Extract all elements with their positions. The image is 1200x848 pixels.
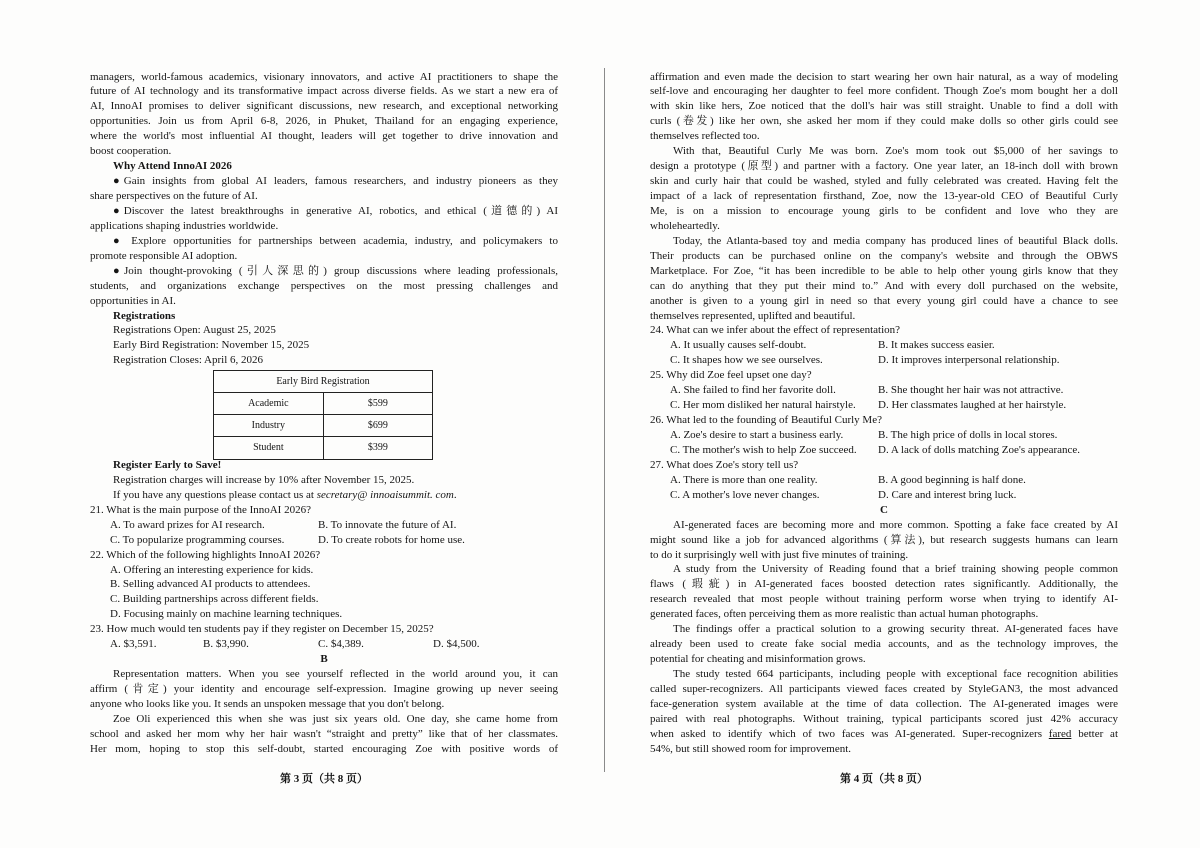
question-stem: 23. How much would ten students pay if they register on December 15, 2025? bbox=[90, 623, 434, 636]
answer-option: B. A good beginning is half done. bbox=[878, 473, 1026, 486]
registration-type: Industry bbox=[214, 414, 324, 436]
passage-line: Marketplace. For Zoe, “it has been incredible to be able to help other young girls know that they bbox=[650, 264, 1118, 277]
passage-line: flaws (瑕疵) in AI-generated faces boosted detection rates significantly. Additionally, the bbox=[650, 578, 1118, 591]
answer-option: D. Her classmates laughed at her hairstyle. bbox=[878, 399, 1067, 412]
option-row bbox=[650, 383, 1118, 398]
registration-price: $399 bbox=[323, 436, 432, 459]
underlined-word: fared bbox=[1048, 727, 1072, 740]
table-caption: Early Bird Registration bbox=[214, 370, 433, 392]
registrations-heading: Registrations bbox=[113, 309, 176, 322]
page-4-column bbox=[650, 70, 1118, 757]
registration-price: $599 bbox=[323, 392, 432, 414]
answer-option: B. To innovate the future of AI. bbox=[318, 518, 457, 531]
table-row bbox=[214, 436, 433, 459]
option-row bbox=[90, 563, 558, 578]
answer-option: A. To award prizes for AI research. bbox=[110, 518, 265, 531]
bullet-line: opportunities in AI. bbox=[90, 294, 176, 307]
passage-line: The study tested 664 participants, including people with exceptional face recognition abilities bbox=[673, 668, 1118, 680]
bullet-line: promote responsible AI adoption. bbox=[90, 249, 238, 262]
passage-line: generated faces, often perceiving them as more realistic than actual human photographs. bbox=[650, 608, 1039, 621]
option-row bbox=[650, 338, 1118, 353]
passage-line: 54%, but still showed room for improvement. bbox=[650, 742, 852, 755]
passage-line: Today, the Atlanta-based toy and media company has produced lines of beautiful Black dolls. bbox=[673, 234, 1118, 247]
answer-option: B. $3,990. bbox=[203, 638, 249, 651]
passage-line: another is given to a young girl in need so that every young girl could have a chance to see bbox=[650, 294, 1118, 307]
passage-line: potential for cheating and misinformation grows. bbox=[650, 653, 866, 666]
passage-line: wholeheartedly. bbox=[650, 219, 720, 232]
passage-line: school and asked her mom why her hair wasn't “straight and pretty” like that of her classmates. bbox=[90, 727, 558, 740]
intro-line: AI, InnoAI promises to deliver significant discussions, new research, and exceptional networking bbox=[90, 100, 558, 113]
option-row bbox=[90, 533, 558, 548]
passage-line: A study from the University of Reading found that a brief training showing people common bbox=[673, 563, 1118, 576]
answer-option: C. Building partnerships across different fields. bbox=[110, 593, 319, 606]
option-row bbox=[90, 577, 558, 592]
passage-line: impact of a lack of representation firsthand, Zoe, now the 13-year-old CEO of Beautiful Curly bbox=[650, 190, 1118, 202]
passage-line: themselves represented, uplifted and beautiful. bbox=[650, 309, 856, 322]
question-stem: 27. What does Zoe's story tell us? bbox=[650, 458, 799, 471]
page-3-column bbox=[90, 70, 558, 757]
answer-option: C. A mother's love never changes. bbox=[670, 488, 820, 501]
passage-line: self-love and encouraging her daughter to feel more confident. Though Zoe's mom bought her a doll bbox=[650, 85, 1118, 98]
intro-line: boost cooperation. bbox=[90, 145, 172, 158]
registration-price: $699 bbox=[323, 414, 432, 436]
table-row bbox=[214, 414, 433, 436]
intro-line: managers, world-famous academics, visionary innovators, and active AI practitioners to shape the bbox=[90, 70, 558, 83]
passage-line: Me, is on a mission to encourage young girls to be confident and love who they are bbox=[650, 204, 1118, 217]
answer-option: C. $4,389. bbox=[318, 638, 364, 651]
option-row bbox=[90, 607, 558, 622]
passage-line: The findings offer a practical solution to a growing security threat. AI-generated faces have bbox=[673, 623, 1118, 636]
bullet-line: students, and organizations exchange perspectives on the most pressing challenges and bbox=[90, 279, 558, 292]
bullet-line: ● Explore opportunities for partnerships between academia, industry, and policymakers to bbox=[113, 234, 558, 247]
passage-line: Their products can be purchased online on the company's website and through the OBWS bbox=[650, 249, 1118, 262]
answer-option: D. A lack of dolls matching Zoe's appearance. bbox=[878, 443, 1081, 456]
answer-option: B. It makes success easier. bbox=[878, 339, 995, 352]
passage-text: when asked to identify which of two faces was AI-generated. Super-recognizers bbox=[650, 727, 1049, 740]
question-stem: 21. What is the main purpose of the InnoAI 2026? bbox=[90, 503, 311, 516]
answer-option: A. There is more than one reality. bbox=[670, 473, 818, 486]
contact-end: . bbox=[453, 488, 457, 501]
answer-option: D. Care and interest bring luck. bbox=[878, 488, 1017, 501]
passage-line: affirm (肯定) your identity and encourage self-expression. Imagine growing up never seeing bbox=[90, 683, 558, 695]
passage-line: Her mom, hoping to stop this self-doubt, started encouraging Zoe with positive words of bbox=[90, 742, 558, 755]
passage-line: already been used to create fake social media accounts, and as the technology improves, the bbox=[650, 638, 1118, 651]
bullet-line: ●Discover the latest breakthroughs in generative AI, robotics, and ethical (道德的) AI bbox=[113, 204, 558, 217]
passage-text: better at bbox=[1071, 727, 1118, 740]
answer-option: D. It improves interpersonal relationship. bbox=[878, 354, 1060, 367]
early-bird-price-table bbox=[213, 370, 433, 460]
answer-option: C. To popularize programming courses. bbox=[110, 533, 285, 546]
contact-email: secretary@ innoaisummit. com bbox=[316, 488, 454, 501]
answer-option: C. It shapes how we see ourselves. bbox=[670, 354, 823, 367]
registration-open-date: Registrations Open: August 25, 2025 bbox=[113, 324, 276, 337]
intro-line: where the world's most influential AI thought, leaders will get together to drive innovation and bbox=[90, 130, 558, 143]
answer-option: D. $4,500. bbox=[433, 638, 480, 651]
answer-option: A. Offering an interesting experience for kids. bbox=[110, 563, 314, 576]
passage-line: skin and curly hair that could be washed, styled and fully celebrated was created. Having felt the bbox=[650, 175, 1118, 188]
passage-line bbox=[650, 727, 1118, 742]
register-early-heading: Register Early to Save! bbox=[113, 458, 222, 471]
intro-line: future of AI technology and its transformative impact across diverse fields. As we start a new era of bbox=[90, 85, 558, 98]
answer-option: A. It usually causes self-doubt. bbox=[670, 339, 807, 352]
passage-line: AI-generated faces are becoming more and more common. Spotting a fake face created by AI bbox=[673, 518, 1118, 531]
passage-line: anyone who looks like you. It sends an unspoken message that you don't belong. bbox=[90, 697, 445, 710]
passage-line: Representation matters. When you see yourself reflected in the world around you, it can bbox=[113, 668, 558, 681]
option-row bbox=[90, 637, 558, 652]
passage-line: can do anything that they put their mind to.” And with every doll purchased on the website, bbox=[650, 279, 1118, 292]
answer-option: B. The high price of dolls in local stores. bbox=[878, 429, 1058, 441]
bullet-line: applications shaping industries worldwide. bbox=[90, 219, 279, 232]
answer-option: B. Selling advanced AI products to attendees. bbox=[110, 578, 311, 591]
page-number-footer: 第 3 页（共 8 页） bbox=[280, 772, 368, 785]
option-row bbox=[650, 488, 1118, 503]
passage-line: to do it surprisingly well with just five minutes of training. bbox=[650, 548, 909, 561]
bullet-line: ●Join thought-provoking (引人深思的) group discussions where leading professionals, bbox=[113, 264, 558, 277]
registration-close-date: Registration Closes: April 6, 2026 bbox=[113, 354, 264, 367]
early-bird-table-area bbox=[90, 368, 558, 458]
question-stem: 25. Why did Zoe feel upset one day? bbox=[650, 369, 812, 382]
option-row bbox=[90, 518, 558, 533]
passage-line: Zoe Oli experienced this when she was just six years old. One day, she came home from bbox=[113, 712, 558, 725]
question-stem: 24. What can we infer about the effect of representation? bbox=[650, 324, 901, 337]
option-row bbox=[90, 592, 558, 607]
page-number-footer: 第 4 页（共 8 页） bbox=[840, 772, 928, 785]
answer-option: C. The mother's wish to help Zoe succeed. bbox=[670, 443, 857, 456]
passage-line: might sound like a job for advanced algorithms (算法), but research suggests humans can learn bbox=[650, 533, 1118, 546]
section-label: B bbox=[320, 653, 328, 666]
question-stem: 22. Which of the following highlights InnoAI 2026? bbox=[90, 548, 321, 561]
bullet-line: share perspectives on the future of AI. bbox=[90, 190, 258, 202]
option-row bbox=[650, 443, 1118, 458]
registration-type: Academic bbox=[214, 392, 324, 414]
option-row bbox=[650, 398, 1118, 413]
passage-line: With that, Beautiful Curly Me was born. Zoe's mom took out $5,000 of her savings to bbox=[673, 145, 1118, 158]
table-row bbox=[214, 392, 433, 414]
contact-text: If you have any questions please contact us at bbox=[113, 488, 317, 501]
passage-line: themselves reflected too. bbox=[650, 130, 760, 143]
price-increase-notice: Registration charges will increase by 10% after November 15, 2025. bbox=[113, 473, 415, 486]
answer-option: B. She thought her hair was not attractive. bbox=[878, 384, 1064, 397]
answer-option: D. To create robots for home use. bbox=[318, 533, 465, 546]
answer-option: A. She failed to find her favorite doll. bbox=[670, 384, 836, 397]
option-row bbox=[650, 473, 1118, 488]
passage-line: curls (卷发) like her own, she asked her mom if they could make dolls so other girls could see bbox=[650, 115, 1118, 128]
question-stem: 26. What led to the founding of Beautiful Curly Me? bbox=[650, 414, 882, 427]
intro-line: opportunities. Join us from April 6-8, 2026, in Phuket, Thailand for an engaging experience, bbox=[90, 115, 558, 128]
option-row bbox=[650, 428, 1118, 443]
bullet-line: ●Gain insights from global AI leaders, famous researchers, and industry pioneers as they bbox=[113, 175, 558, 188]
contact-line bbox=[90, 488, 558, 503]
early-bird-date: Early Bird Registration: November 15, 2025 bbox=[113, 339, 310, 352]
passage-line: research revealed that most people without training perform worse when trying to identify AI- bbox=[650, 593, 1118, 606]
option-row bbox=[650, 353, 1118, 368]
why-attend-heading: Why Attend InnoAI 2026 bbox=[113, 160, 232, 173]
passage-line: affirmation and even made the decision to start wearing her own hair natural, as a way of modeling bbox=[650, 70, 1118, 83]
answer-option: A. $3,591. bbox=[110, 638, 157, 651]
passage-line: face-generation system available at the time of data collection. The AI-generated images were bbox=[650, 697, 1118, 710]
answer-option: D. Focusing mainly on machine learning techniques. bbox=[110, 608, 343, 621]
answer-option: C. Her mom disliked her natural hairstyle. bbox=[670, 399, 856, 412]
passage-line: with skin like hers, Zoe noticed that the doll's hair was still straight. Unable to find a doll with bbox=[650, 100, 1118, 113]
passage-line: paired with real photographs. Without training, typical participants scored just 42% accuracy bbox=[650, 712, 1118, 725]
passage-line: design a prototype (原型) and partner with a factory. One year later, an 18-inch doll with brown bbox=[650, 160, 1118, 173]
answer-option: A. Zoe's desire to start a business early. bbox=[670, 429, 844, 441]
section-label: C bbox=[880, 503, 888, 516]
passage-line: called super-recognizers. All participants viewed faces created by StyleGAN3, the most advanced bbox=[650, 682, 1118, 695]
page-divider bbox=[604, 68, 605, 772]
registration-type: Student bbox=[214, 436, 324, 459]
